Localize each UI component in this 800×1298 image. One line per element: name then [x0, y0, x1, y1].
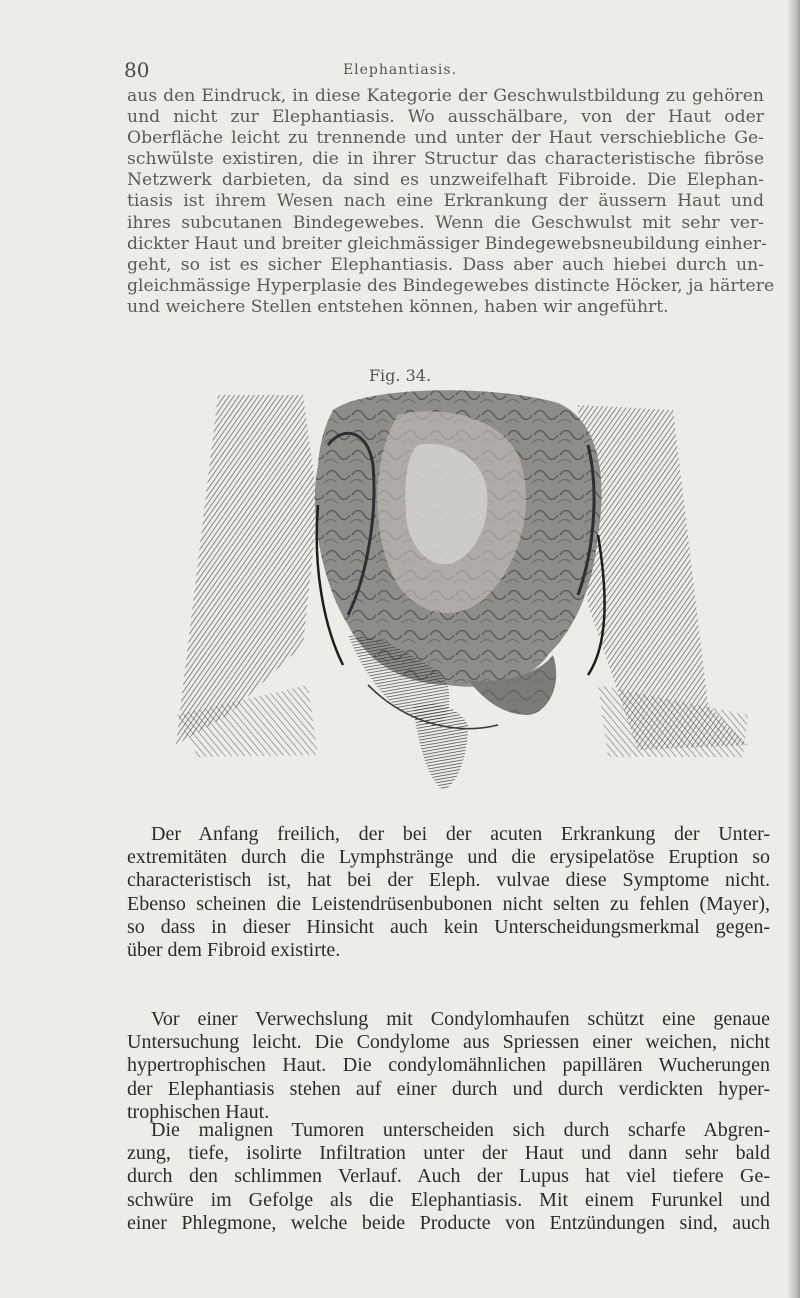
text-line: einer Phlegmone, welche beide Producte von Entzündungen sind, auch: [127, 1211, 770, 1234]
paragraph-2: [127, 1008, 770, 1124]
text-line: über dem Fibroid existirte.: [127, 939, 341, 962]
left-thigh-hatching: [176, 395, 318, 757]
text-line: hypertrophischen Haut. Die condylomähnlichen papillären Wucherungen: [127, 1054, 770, 1077]
text-line: der Elephantiasis stehen auf einer durch und durch verdickten hyper-: [127, 1077, 770, 1100]
engraving-illustration: [168, 385, 756, 793]
text-line: aus den Eindruck, in diese Kategorie der Geschwulstbildung zu gehören: [127, 86, 764, 106]
text-line: Oberfläche leicht zu trennende und unter der Haut verschiebliche Ge-: [127, 128, 764, 149]
text-line: ihres subcutanen Bindegewebes. Wenn die Geschwulst mit sehr ver-: [127, 212, 764, 233]
text-line: Untersuchung leicht. Die Condylome aus Spriessen einer weichen, nicht: [127, 1031, 770, 1054]
page-number: 80: [124, 58, 150, 82]
text-line: so dass in dieser Hinsicht auch kein Unterscheidungsmerkmal gegen-: [127, 915, 770, 938]
text-line: extremitäten durch die Lymphstränge und die erysipelatöse Eruption so: [127, 846, 770, 869]
text-line: schwülste existiren, die in ihrer Structur das characteristische fibröse: [127, 149, 764, 170]
paragraph-3: [127, 1119, 770, 1235]
text-line: schwüre im Gefolge als die Elephantiasis. Mit einem Furunkel und: [127, 1188, 770, 1211]
text-line: Vor einer Verwechslung mit Condylomhaufen schützt eine genaue: [151, 1008, 770, 1030]
text-line: Der Anfang freilich, der bei der acuten Erkrankung der Unter-: [151, 823, 770, 845]
text-line: und weichere Stellen entstehen können, haben wir angeführt.: [127, 296, 669, 317]
text-line: zung, tiefe, isolirte Infiltration unter der Haut und dann sehr bald: [127, 1142, 770, 1165]
running-head: Elephantiasis.: [342, 62, 458, 78]
text-line: dickter Haut und breiter gleichmässiger Bindegewebsneubildung einher-: [127, 233, 767, 254]
text-line: Netzwerk darbieten, da sind es unzweifelhaft Fibroide. Die Elephan-: [127, 170, 764, 191]
figure-caption: Fig. 34.: [368, 366, 432, 385]
text-line: geht, so ist es sicher Elephantiasis. Dass aber auch hiebei durch un-: [127, 254, 764, 275]
text-line: Die malignen Tumoren unterscheiden sich durch scharfe Abgren-: [151, 1119, 770, 1141]
text-line: durch den schlimmen Verlauf. Auch der Lupus hat viel tiefere Ge-: [127, 1165, 770, 1188]
text-line: characteristisch ist, hat bei der Eleph. vulvae diese Symptome nicht.: [127, 869, 770, 892]
paragraph-1: [127, 823, 770, 962]
text-line: trophischen Haut.: [127, 1100, 270, 1123]
text-line: und nicht zur Elephantiasis. Wo ausschälbare, von der Haut oder: [127, 107, 764, 128]
text-line: gleichmässige Hyperplasie des Bindegewebes distincte Höcker, ja härtere: [127, 275, 775, 296]
top-paragraph: [127, 86, 775, 318]
text-line: tiasis ist ihrem Wesen nach eine Erkrankung der äussern Haut und: [127, 191, 764, 212]
text-line: Ebenso scheinen die Leistendrüsenbubonen nicht selten zu fehlen (Mayer),: [127, 892, 770, 915]
page-edge-shadow: [788, 0, 800, 1298]
